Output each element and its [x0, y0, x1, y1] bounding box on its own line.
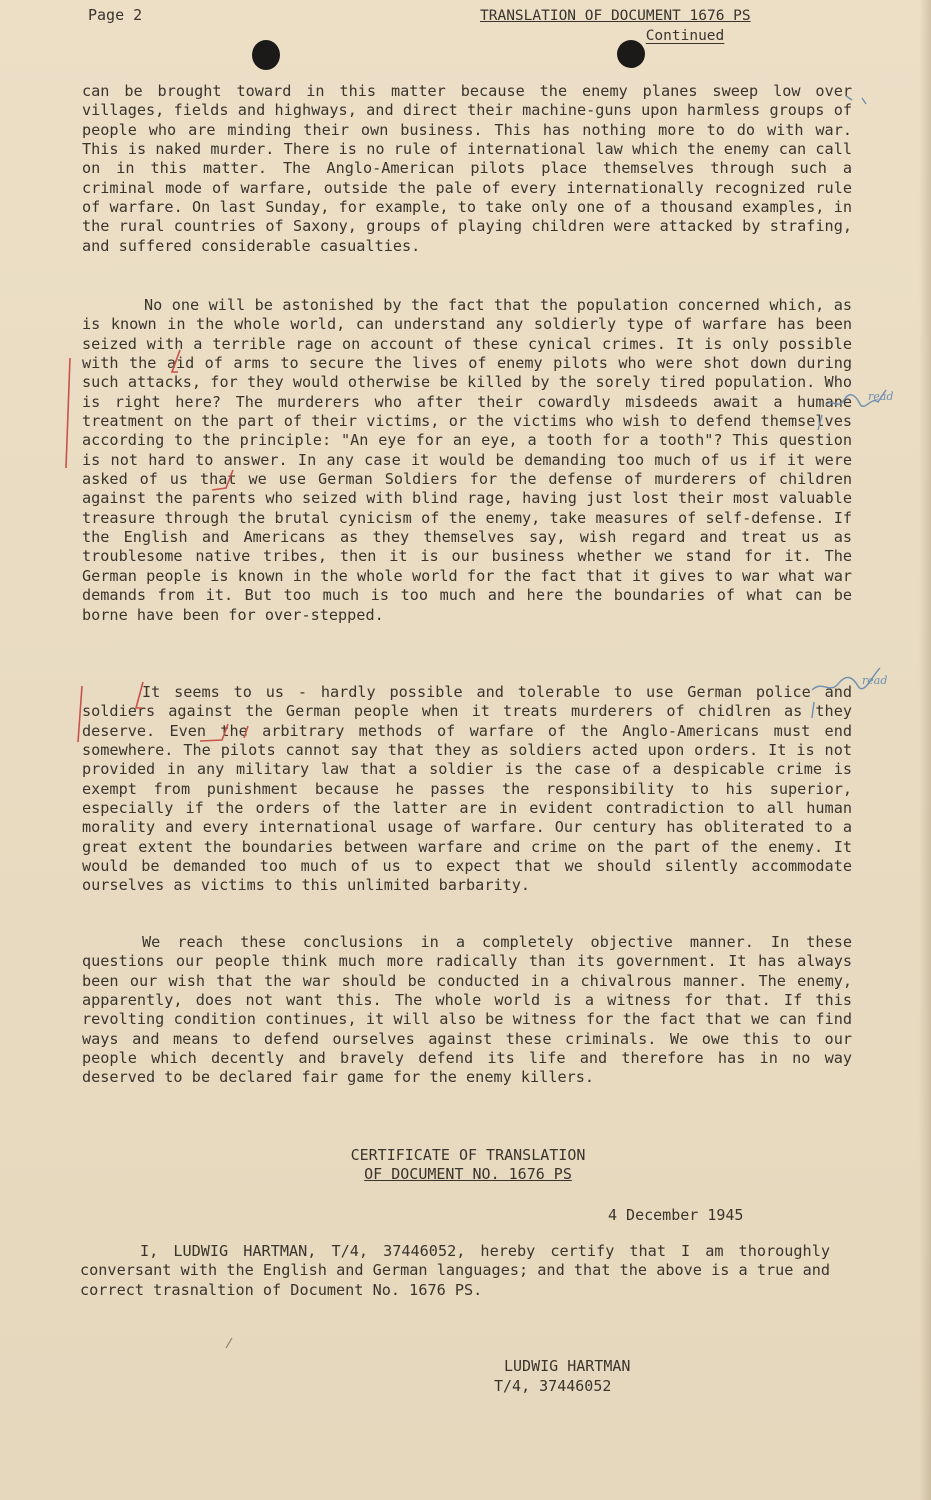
page-number: Page 2: [88, 6, 143, 24]
signature-name: LUDWIG HARTMAN: [504, 1357, 631, 1375]
continued-label: [585, 28, 785, 44]
certificate-text: I, LUDWIG HARTMAN, T/4, 37446052, hereby certify that I am thoroughly conversant with the English and German languages; and that the above is a true and correct trasnaltion of Document No. 1676 PS.: [80, 1242, 830, 1299]
pencil-stroke: [226, 1338, 232, 1348]
paper-edge-shadow: [919, 0, 931, 1500]
certificate-heading-line-1: CERTIFICATE OF TRANSLATION: [350, 1146, 586, 1164]
paragraph-3: It seems to us - hardly possible and tolerable to use German police and soldiers against the German people when it treats murderers of chidlren as they deserve. Even the arbitrary methods of warfare of the Anglo-Americans must end somewhere. The pilots cannot say that they as soldiers acted upon orders. It is not provided in any military law that a soldier is the case of a despicable crime is exempt from punishment because he passes the responsibility to his superior, especially if the orders of the latter are in evident contradiction to all human morality and every international usage of warfare. Our century has obliterated to a great extent the boundaries between warfare and crime on the part of the enemy. It would be demanded too much of us to expect that we should silently accommodate ourselves as victims to this unlimited barbarity.: [82, 683, 852, 895]
paragraph-1: can be brought toward in this matter because the enemy planes sweep low over villages, fields and highways, and direct their machine-guns upon harmless groups of people who are minding their own business. This has nothing more to do with war. This is naked murder. There is no rule of international law which the enemy can call on in this matter. The Anglo-American pilots place themselves through such a criminal mode of warfare, outside the pale of every internationally recognized rule of warfare. On last Sunday, for example, to take only one of a thousand examples, in the rural countries of Saxony, groups of playing children were attacked by strafing, and suffered considerable casualties.: [82, 82, 852, 255]
read-note-1: read: [868, 390, 894, 403]
paragraph-2: No one will be astonished by the fact that the population concerned which, as is known in the whole world, can understand any soldierly type of warfare has been seized with a terrible rage on account of these cynical crimes. It is only possible with the aid of arms to secure the lives of enemy pilots who were shot down during such attacks, for they would otherwise be killed by the sorely tired population. Who is right here? The murderers who after their cowardly misdeeds await a humane treatment on the part of their victims, or the victims who wish to defend themselves according to the principle: "An eye for an eye, a tooth for a tooth"? This question is not hard to answer. In any case it would be demanding too much of us if it were asked of us that we use German Soldiers for the defense of murderers of children against the parents who seized with blind rage, having just lost their most valuable treasure through the brutal cynicism of the enemy, take measures of self-defense. If the English and Americans as they themselves say, wish regard and treat us as troublesome native tribes, then it is our business whether we stand for it. The German people is known in the whole world for the fact that it gives to war what war demands from it. But too much is too much and here the boundaries of what can be borne have been for over-stepped.: [82, 296, 852, 624]
certificate-date: 4 December 1945: [608, 1206, 744, 1224]
continued-text: Continued: [645, 28, 725, 44]
document-title: TRANSLATION OF DOCUMENT 1676 PS: [480, 8, 751, 24]
punch-hole-right: [617, 40, 645, 68]
red-bracket-1: [66, 358, 70, 468]
punch-hole-left: [252, 40, 280, 70]
paragraph-4: We reach these conclusions in a completely objective manner. In these questions our people think much more radically than its government. It has always been our wish that the war should be conducted in a chivalrous manner. The enemy, apparently, does not want this. The whole world is a witness for that. If this revolting condition continues, it will also be witness for the fact that we can find ways and means to defend ourselves against these criminals. We owe this to our people which decently and bravely defend its life and therefore has in no way deserved to be declared fair game for the enemy killers.: [82, 933, 852, 1087]
certificate-heading-line-2: OF DOCUMENT NO. 1676 PS: [364, 1165, 572, 1183]
read-note-2: read: [862, 674, 888, 687]
signature-rank: T/4, 37446052: [494, 1377, 612, 1395]
